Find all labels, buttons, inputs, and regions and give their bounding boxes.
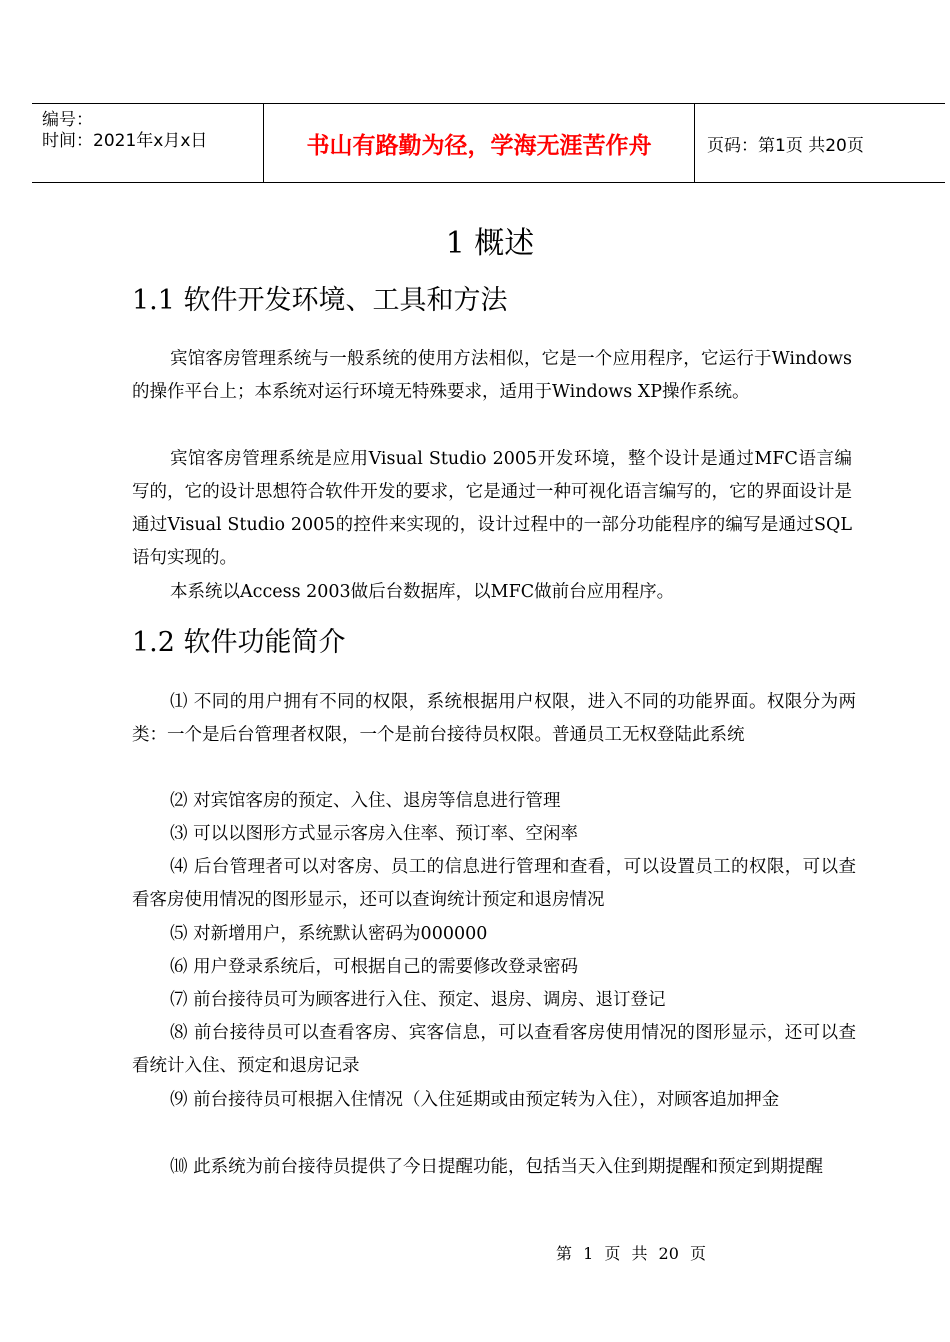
section-title-1-2: 1.2 软件功能简介 <box>132 627 346 658</box>
list-item: ⑺ 前台接待员可为顾客进行入住、预定、退房、调房、退订登记 <box>170 990 666 1010</box>
list-item: ⑴ 不同的用户拥有不同的权限，系统根据用户权限，进入不同的功能界面。权限分为两类：一个是后台管理者权限，一个是前台接待员权限。普通员工无权登陆此系统 <box>132 692 856 745</box>
list-item: ⑷ 后台管理者可以对客房、员工的信息进行管理和查看，可以设置员工的权限，可以查看客房使用情况的图形显示，还可以查询统计预定和退房情况 <box>132 857 856 910</box>
page-footer <box>0 1243 950 1265</box>
footer-page-number: 第 1 页 共 20 页 <box>556 1244 706 1263</box>
paragraph: 本系统以Access 2003做后台数据库，以MFC做前台应用程序。 <box>170 582 675 602</box>
list-item: ⑶ 可以以图形方式显示客房入住率、预订率、空闲率 <box>170 824 579 844</box>
serial-number-label: 编号： <box>42 110 93 130</box>
header-motto-cell <box>264 104 695 182</box>
paragraph: 宾馆客房管理系统是应用Visual Studio 2005开发环境，整个设计是通过MFC语言编写的，它的设计思想符合软件开发的要求，它是通过一种可视化语言编写的，它的界面设计是通过Visual Studio 2005的控件来实现的，设计过程中的一部分功能程序的编写是通过SQL语句实现的。 <box>132 449 852 568</box>
motto-text: 书山有路勤为径，学海无涯苦作舟 <box>306 133 652 159</box>
list-item: ⑼ 前台接待员可根据入住情况（入住延期或由预定转为入住），对顾客追加押金 <box>170 1090 780 1110</box>
list-item: ⑽ 此系统为前台接待员提供了今日提醒功能，包括当天入住到期提醒和预定到期提醒 <box>170 1157 824 1177</box>
list-item: ⑻ 前台接待员可以查看客房、宾客信息，可以查看客房使用情况的图形显示，还可以查看统计入住、预定和退房记录 <box>132 1023 856 1076</box>
document-header <box>32 103 945 183</box>
paragraph: 宾馆客房管理系统与一般系统的使用方法相似，它是一个应用程序，它运行于Windows的操作平台上；本系统对运行环境无特殊要求，适用于Windows XP操作系统。 <box>132 349 852 402</box>
header-page-cell <box>695 104 945 182</box>
list-item: ⑹ 用户登录系统后，可根据自己的需要修改登录密码 <box>170 957 579 977</box>
section-title-1-1: 1.1 软件开发环境、工具和方法 <box>132 285 508 316</box>
header-meta-cell <box>32 104 264 182</box>
chapter-title: 1 概述 <box>445 226 535 261</box>
date-label: 时间：2021年x月x日 <box>42 131 208 151</box>
list-item: ⑸ 对新增用户，系统默认密码为000000 <box>170 924 488 944</box>
header-page-info: 页码：第1页 共20页 <box>707 136 864 156</box>
list-item: ⑵ 对宾馆客房的预定、入住、退房等信息进行管理 <box>170 791 561 811</box>
